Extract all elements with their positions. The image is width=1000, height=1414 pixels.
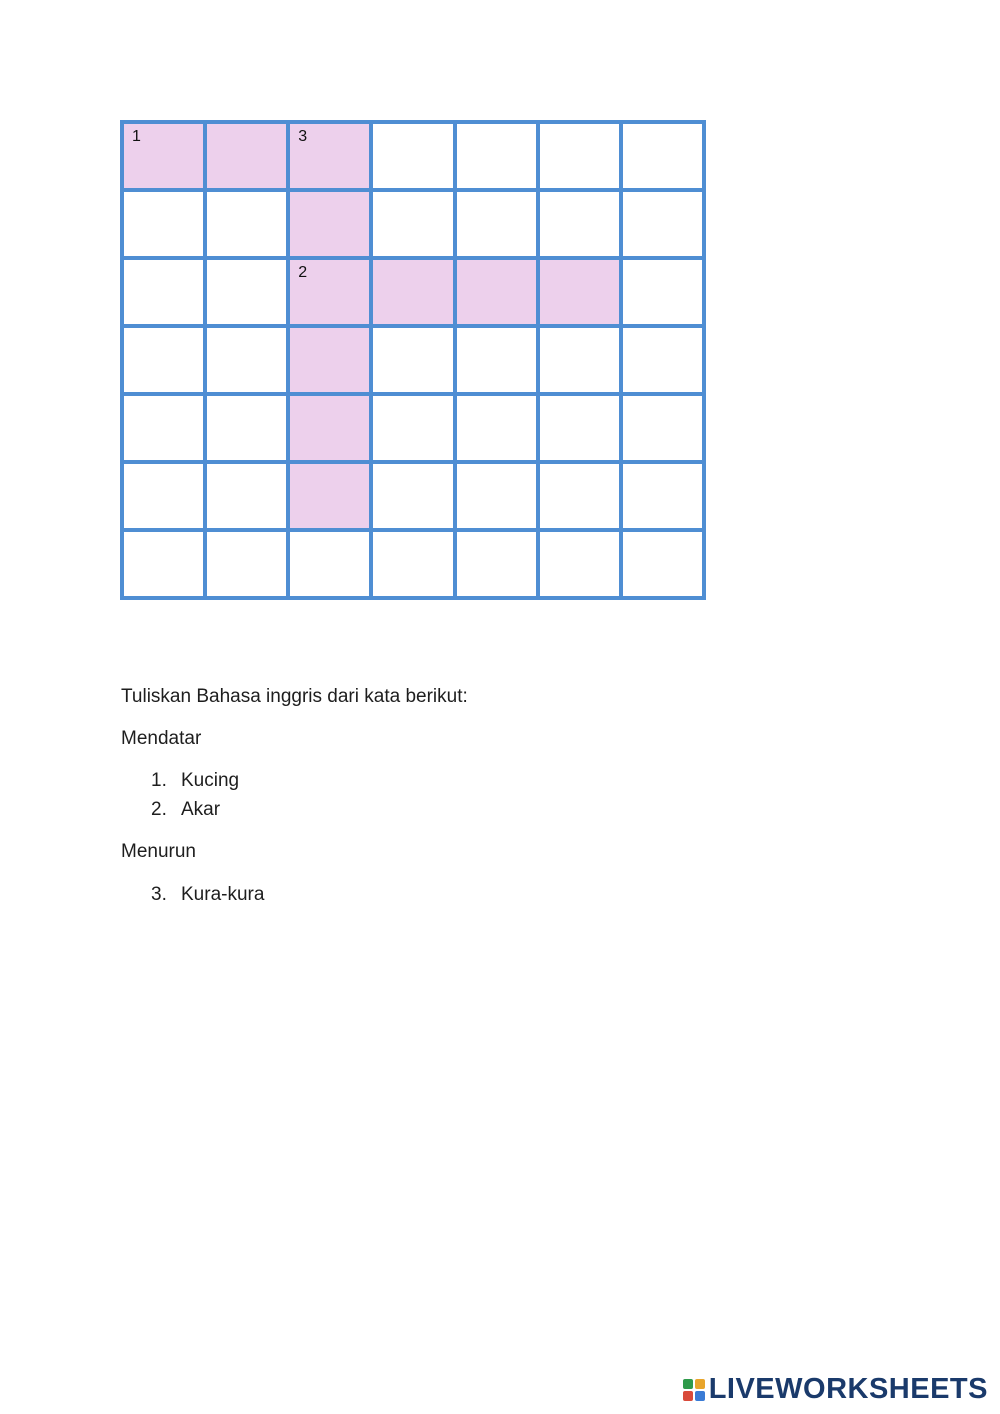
clue-number-label: 2 — [298, 264, 308, 281]
answer-cell[interactable] — [290, 396, 369, 460]
answer-cell[interactable] — [207, 124, 286, 188]
grid-cell — [540, 396, 619, 460]
logo-text: LIVEWORKSHEETS — [708, 1373, 988, 1405]
grid-cell — [124, 464, 203, 528]
answer-cell[interactable] — [124, 124, 203, 188]
grid-cell — [540, 328, 619, 392]
letter-input[interactable] — [290, 464, 369, 528]
grid-cell — [540, 532, 619, 596]
grid-cell — [623, 328, 702, 392]
logo-square — [683, 1391, 693, 1401]
grid-cell — [623, 532, 702, 596]
grid-cell — [540, 464, 619, 528]
across-clue-list — [121, 766, 468, 824]
clue-text: Kura-kura — [181, 883, 265, 905]
down-clue-list — [121, 880, 468, 909]
letter-input[interactable] — [124, 124, 203, 188]
answer-cell[interactable] — [373, 260, 452, 324]
grid-cell — [373, 396, 452, 460]
grid-cell — [373, 124, 452, 188]
grid-cell — [457, 396, 536, 460]
letter-input[interactable] — [457, 260, 536, 324]
grid-cell — [124, 192, 203, 256]
grid-cell — [623, 192, 702, 256]
letter-input[interactable] — [290, 260, 369, 324]
grid-cell — [207, 396, 286, 460]
clue-text: Akar — [181, 798, 221, 820]
grid-cell — [124, 260, 203, 324]
clue-number-label: 3 — [298, 128, 308, 145]
answer-cell[interactable] — [290, 328, 369, 392]
answer-cell[interactable] — [457, 260, 536, 324]
grid-cell — [457, 532, 536, 596]
grid-cell — [623, 396, 702, 460]
letter-input[interactable] — [540, 260, 619, 324]
grid-cell — [457, 124, 536, 188]
grid-cell — [207, 260, 286, 324]
answer-cell[interactable] — [290, 124, 369, 188]
answer-cell[interactable] — [290, 192, 369, 256]
letter-input[interactable] — [290, 328, 369, 392]
grid-cell — [124, 396, 203, 460]
clue-number: 1. — [151, 769, 167, 791]
clue-number-label: 1 — [132, 128, 141, 145]
grid-cell — [623, 124, 702, 188]
grid-cell — [457, 464, 536, 528]
clue-text: Kucing — [181, 769, 240, 791]
liveworksheets-logo[interactable] — [683, 1373, 988, 1406]
crossword-grid — [120, 120, 706, 600]
letter-input[interactable] — [290, 192, 369, 256]
logo-square — [695, 1379, 705, 1389]
grid-cell — [540, 124, 619, 188]
clue-item — [121, 880, 468, 909]
answer-cell[interactable] — [290, 464, 369, 528]
answer-cell[interactable] — [540, 260, 619, 324]
grid-cell — [540, 192, 619, 256]
logo-square — [683, 1379, 693, 1389]
logo-square — [695, 1391, 705, 1401]
letter-input[interactable] — [290, 124, 369, 188]
grid-cell — [373, 464, 452, 528]
grid-cell — [207, 328, 286, 392]
grid-cell — [373, 532, 452, 596]
instructions-text: Tuliskan Bahasa inggris dari kata berikut: — [121, 686, 468, 707]
grid-cell — [373, 328, 452, 392]
answer-cell[interactable] — [290, 260, 369, 324]
grid-cell — [207, 192, 286, 256]
grid-cell — [207, 532, 286, 596]
clue-item — [121, 766, 468, 795]
across-label: Mendatar — [121, 727, 202, 749]
letter-input[interactable] — [373, 260, 452, 324]
grid-cell — [457, 192, 536, 256]
clue-number: 2. — [151, 798, 167, 820]
clue-item — [121, 795, 468, 824]
grid-cell — [623, 260, 702, 324]
grid-cell — [124, 328, 203, 392]
letter-input[interactable] — [290, 396, 369, 460]
logo-mark-icon — [683, 1379, 705, 1401]
clue-number: 3. — [151, 883, 167, 905]
grid-cell — [124, 532, 203, 596]
clues-section — [121, 684, 468, 924]
down-label: Menurun — [121, 841, 196, 863]
grid-cell — [373, 192, 452, 256]
grid-cell — [290, 532, 369, 596]
grid-cell — [623, 464, 702, 528]
grid-cell — [207, 464, 286, 528]
grid-cell — [457, 328, 536, 392]
letter-input[interactable] — [207, 124, 286, 188]
